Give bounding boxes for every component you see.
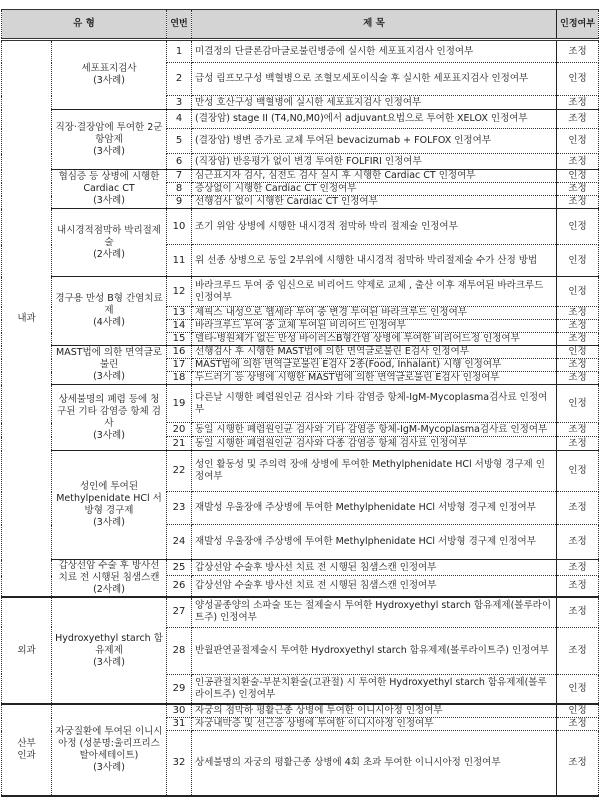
- item-title: 갑상선암 수술후 방사선 치료 전 시행된 침샘스캔 인정여부: [192, 576, 557, 597]
- item-number: 1: [167, 40, 192, 63]
- item-number: 13: [167, 307, 192, 320]
- item-number: 21: [167, 437, 192, 451]
- item-result: 조정: [557, 183, 599, 196]
- item-number: 12: [167, 277, 192, 307]
- item-title: (결장암) 병변 증가로 교체 투여된 bevacizumab + FOLFOX 인정여부: [192, 129, 557, 154]
- item-title: 선행검사 없이 시행한 Cardiac CT 인정여부: [192, 196, 557, 209]
- item-result: 조정: [557, 597, 599, 627]
- item-result: 인정: [557, 245, 599, 277]
- table-row: [2, 346, 599, 359]
- item-result: 조정: [557, 437, 599, 451]
- item-result: 인정: [557, 277, 599, 307]
- item-result: 조정: [557, 423, 599, 437]
- review-results-table: [1, 9, 599, 797]
- type-cell: [52, 385, 167, 451]
- item-result: 조정: [557, 627, 599, 674]
- type-cell: [52, 597, 167, 704]
- table-row: [2, 451, 599, 492]
- type-name: MAST법에 의한 면역글로불린: [56, 347, 162, 370]
- case-count: (2사례): [93, 248, 125, 260]
- item-result: 조정: [557, 40, 599, 63]
- item-title: 심근표지자 검사, 심전도 검사 실시 후 시행한 Cardiac CT 인정여부: [192, 170, 557, 183]
- table-row: [2, 597, 599, 627]
- table-row: [2, 170, 599, 183]
- item-title: 상세불명의 자궁의 평활근종 상병에 4회 초과 투여한 이니시아정 인정여부: [192, 731, 557, 796]
- item-title: 양성골종양의 소파술 또는 절제술시 투여한 Hydroxyethyl starch 함유제제(볼루라이트주) 인정여부: [192, 597, 557, 627]
- item-result: 인정: [557, 346, 599, 359]
- header-title: 제 목: [192, 10, 557, 40]
- item-number: 4: [167, 110, 192, 129]
- item-title: 만성 호산구성 백혈병에 실시한 세포표지검사 인정여부: [192, 96, 557, 110]
- item-result: 조정: [557, 96, 599, 110]
- item-number: 25: [167, 560, 192, 576]
- item-title: 바라크루드 투여 중 교체 투여된 비리어드 인정여부: [192, 320, 557, 333]
- item-result: 조정: [557, 359, 599, 372]
- header-result: 인정여부: [557, 10, 599, 40]
- item-title: (결장암) stage II (T4,N0,M0)에서 adjuvant요법으로 투여한 XELOX 인정여부: [192, 110, 557, 129]
- case-count: (3사례): [93, 761, 125, 773]
- table-row: [2, 560, 599, 576]
- department-cell: 산부인과: [2, 704, 52, 796]
- item-result: 조정: [557, 154, 599, 170]
- item-number: 17: [167, 359, 192, 372]
- item-number: 27: [167, 597, 192, 627]
- header-type: 유 형: [2, 10, 167, 40]
- item-title: 동일 시행한 폐렴원인균 검사와 기타 감염증 항체-IgM-Mycoplasma검사료 인정여부: [192, 423, 557, 437]
- item-title: 재발성 우울장애 주상병에 투여한 Methylphenidate HCl 서방형 경구제 인정여부: [192, 525, 557, 560]
- item-number: 14: [167, 320, 192, 333]
- item-number: 2: [167, 63, 192, 96]
- case-count: (3사례): [93, 75, 125, 86]
- item-result: 인정: [557, 170, 599, 183]
- item-title: (직장암) 반응평가 없이 변경 투여한 FOLFIRI 인정여부: [192, 154, 557, 170]
- type-name: 직장·결장암에 투여한 2군 항암제: [55, 121, 163, 145]
- item-title: 바라크루드 투여 중 임신으로 비리어드 약제로 교체 , 출산 이후 재투여된 바라크루드 인정여부: [192, 277, 557, 307]
- item-title: 자궁내막증 및 선근증 상병에 투여한 이니시아정 인정여부: [192, 718, 557, 731]
- item-number: 19: [167, 385, 192, 423]
- item-title: 반월판연골절제술시 투여한 Hydroxyethyl starch 함유제제(볼루라이트주) 인정여부: [192, 627, 557, 674]
- item-result: 인정: [557, 704, 599, 718]
- item-number: 20: [167, 423, 192, 437]
- item-number: 16: [167, 346, 192, 359]
- type-name: 자궁질환에 투여된 이니시아정 (성분명:울리프리스탈아세테이트): [55, 725, 163, 761]
- item-result: 조정: [557, 576, 599, 597]
- type-cell: [52, 110, 167, 170]
- item-title: 다른날 시행한 폐렴원인균 검사와 기타 감염증 항체-IgM-Mycoplasma검사료 인정여부: [192, 385, 557, 423]
- item-number: 28: [167, 627, 192, 674]
- type-name: Hydroxyethyl starch 함유제제: [55, 632, 163, 656]
- case-count: (3사례): [93, 429, 125, 441]
- item-number: 26: [167, 576, 192, 597]
- table-header-row: [2, 10, 599, 40]
- item-title: 제픽스 내성으로 헵세라 투여 중 변경 투여된 바라크루드 인정여부: [192, 307, 557, 320]
- type-name: 내시경적점막하 박리절제술: [57, 224, 161, 248]
- item-number: 6: [167, 154, 192, 170]
- item-title: 두드러기 등 상병에 시행한 MAST법에 의한 면역글로불린 E검사 인정여부: [192, 372, 557, 385]
- item-number: 7: [167, 170, 192, 183]
- type-name: 성인에 투여된 Methylpenidate HCl 서방형 경구제: [56, 481, 162, 516]
- item-result: 조정: [557, 492, 599, 525]
- department-cell: 내과: [2, 40, 52, 598]
- item-title: 증상없이 시행한 Cardiac CT 인정여부: [192, 183, 557, 196]
- table-row: [2, 110, 599, 129]
- item-number: 5: [167, 129, 192, 154]
- item-number: 8: [167, 183, 192, 196]
- case-count: (3사례): [93, 145, 125, 157]
- case-count: (2사례): [93, 584, 125, 595]
- header-number: 연번: [167, 10, 192, 40]
- item-number: 9: [167, 196, 192, 209]
- item-result: 인정: [557, 674, 599, 704]
- item-result: 인정: [557, 385, 599, 423]
- type-cell: [52, 40, 167, 110]
- item-result: 조정: [557, 525, 599, 560]
- item-number: 15: [167, 333, 192, 346]
- item-result: 조정: [557, 333, 599, 346]
- item-number: 29: [167, 674, 192, 704]
- item-number: 31: [167, 718, 192, 731]
- item-title: 위 선종 상병으로 동일 2부위에 시행한 내시경적 점막하 박리절제술 수가 산정 방법: [192, 245, 557, 277]
- item-title: MAST법에 의한 면역글로불린 E검사 2종(Food, Inhalant) 시행 인정여부: [192, 359, 557, 372]
- type-name: 경구용 만성 B형 간염치료제: [55, 293, 163, 316]
- type-name: 협심증 등 상병에 시행한 Cardiac CT: [58, 171, 160, 194]
- item-result: 인정: [557, 451, 599, 492]
- item-number: 11: [167, 245, 192, 277]
- type-cell: [52, 170, 167, 209]
- item-title: 동일 시행한 폐렴원인균 검사와 다종 감염증 항체 검사료 인정여부: [192, 437, 557, 451]
- item-result: 조정: [557, 372, 599, 385]
- item-title: 성인 활동성 및 주의력 장애 상병에 투여한 Methylphenidate HCl 서방형 경구제 인정여부: [192, 451, 557, 492]
- item-result: 조정: [557, 196, 599, 209]
- type-cell: [52, 209, 167, 277]
- type-cell: [52, 560, 167, 598]
- item-number: 32: [167, 731, 192, 796]
- item-title: 인공관절치환술-부분치환술(고관절) 시 투여한 Hydroxyethyl starch 함유제제(볼루라이트주) 인정여부: [192, 674, 557, 704]
- item-result: 조정: [557, 320, 599, 333]
- item-title: 재발성 우울장애 주상병에 투여한 Methylphenidate HCl 서방형 경구제 인정여부: [192, 492, 557, 525]
- table-row: [2, 385, 599, 423]
- item-title: 갑상선암 수술후 방사선 치료 전 시행된 침샘스캔 인정여부: [192, 560, 557, 576]
- item-number: 23: [167, 492, 192, 525]
- table-row: [2, 209, 599, 245]
- item-result: 조정: [557, 718, 599, 731]
- item-number: 22: [167, 451, 192, 492]
- type-name: 상세불명의 폐렴 등에 청구된 기타 감염증 항체 검사: [57, 393, 161, 429]
- item-result: 조정: [557, 110, 599, 129]
- type-cell: [52, 346, 167, 385]
- type-name: 갑상선암 수술 후 방사선 치료 전 시행된 침샘스캔: [58, 560, 160, 583]
- item-result: 조정: [557, 731, 599, 796]
- case-count: (3사례): [93, 517, 125, 528]
- item-number: 24: [167, 525, 192, 560]
- table-row: [2, 40, 599, 63]
- case-count: (3사례): [93, 371, 125, 382]
- type-name: 세포표지검사: [81, 63, 137, 74]
- department-cell: 외과: [2, 597, 52, 704]
- item-title: 미결정의 단클론감마글로불린병증에 실시한 세포표지검사 인정여부: [192, 40, 557, 63]
- item-title: 급성 림프모구성 백혈병으로 조혈모세포이식술 후 실시한 세포표지검사 인정여부: [192, 63, 557, 96]
- item-number: 3: [167, 96, 192, 110]
- item-number: 18: [167, 372, 192, 385]
- type-cell: [52, 277, 167, 346]
- item-result: 인정: [557, 129, 599, 154]
- item-number: 30: [167, 704, 192, 718]
- case-count: (4사례): [93, 317, 125, 328]
- item-result: 조정: [557, 307, 599, 320]
- table-body: [2, 40, 599, 796]
- item-number: 10: [167, 209, 192, 245]
- item-result: 인정: [557, 209, 599, 245]
- case-count: (3사례): [93, 195, 125, 206]
- item-title: 자궁의 점막하 평활근종 상병에 투여한 이니시아정 인정여부: [192, 704, 557, 718]
- item-title: 델타-병원체가 없는 만성 바이러스B형간염 상병에 투여한 비리어드정 인정여부: [192, 333, 557, 346]
- table-row: [2, 277, 599, 307]
- item-title: 선행검사 후 시행한 MAST법에 의한 면역글로불린 E검사 인정여부: [192, 346, 557, 359]
- item-result: 조정: [557, 560, 599, 576]
- type-cell: [52, 704, 167, 796]
- type-cell: [52, 451, 167, 560]
- item-result: 인정: [557, 63, 599, 96]
- item-title: 조기 위암 상병에 시행한 내시경적 점막하 박리 절제술 인정여부: [192, 209, 557, 245]
- table-row: [2, 704, 599, 718]
- case-count: (3사례): [93, 656, 125, 668]
